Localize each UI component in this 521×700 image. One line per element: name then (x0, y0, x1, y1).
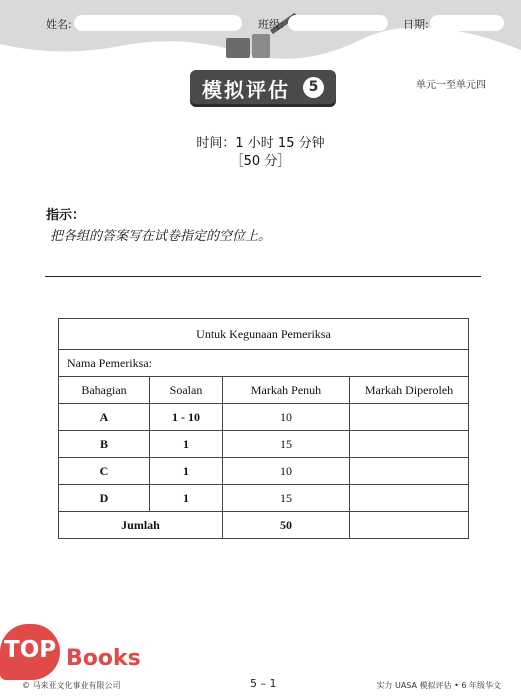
class-field[interactable] (288, 15, 388, 31)
total-row (59, 512, 469, 539)
table-row (59, 458, 469, 485)
cell-diperoleh[interactable] (350, 485, 469, 512)
total-label: Jumlah (59, 512, 223, 539)
name-label: 姓名: (46, 18, 72, 31)
header-bahagian: Bahagian (59, 377, 150, 404)
cell-bahagian: B (59, 431, 150, 458)
date-label: 日期: (403, 18, 429, 31)
assessment-title (190, 70, 336, 104)
table-row (59, 485, 469, 512)
divider-line (45, 276, 481, 277)
title-text: 模拟评估 (202, 78, 290, 102)
examiner-table (58, 318, 469, 539)
footer-series: 实力 UASA 模拟评估 • 6 年级华文 (376, 681, 501, 690)
watermark-top: TOP (4, 637, 57, 663)
cell-penuh: 15 (223, 431, 350, 458)
time-allowed: 时间：1 小时 15 分钟 (196, 136, 325, 151)
cell-soalan: 1 (150, 485, 223, 512)
total-value: 50 (223, 512, 350, 539)
instructions-text: 把各组的答案写在试卷指定的空位上。 (50, 229, 272, 244)
cell-soalan: 1 - 10 (150, 404, 223, 431)
header-soalan: Soalan (150, 377, 223, 404)
table-row (59, 431, 469, 458)
footer-publisher: © 马来亚文化事业有限公司 (22, 681, 121, 690)
instructions-label: 指示： (46, 208, 86, 223)
cell-penuh: 10 (223, 458, 350, 485)
topbooks-watermark (0, 624, 160, 684)
footer-page-number: 5 – 1 (250, 677, 277, 690)
table-row (59, 404, 469, 431)
header-markah-diperoleh: Markah Diperoleh (350, 377, 469, 404)
cell-bahagian: C (59, 458, 150, 485)
header-markah-penuh: Markah Penuh (223, 377, 350, 404)
cell-soalan: 1 (150, 458, 223, 485)
watermark-books: Books (66, 646, 141, 671)
cell-bahagian: D (59, 485, 150, 512)
cell-diperoleh[interactable] (350, 431, 469, 458)
cell-penuh: 15 (223, 485, 350, 512)
total-diperoleh[interactable] (350, 512, 469, 539)
table-caption: Untuk Kegunaan Pemeriksa (59, 319, 469, 350)
examiner-name-label: Nama Pemeriksa: (59, 350, 469, 377)
total-marks: ［50 分］ (230, 154, 291, 169)
cell-soalan: 1 (150, 431, 223, 458)
cell-penuh: 10 (223, 404, 350, 431)
title-number-badge: 5 (303, 77, 324, 98)
cell-diperoleh[interactable] (350, 404, 469, 431)
cell-bahagian: A (59, 404, 150, 431)
table-header-row (59, 377, 469, 404)
name-field[interactable] (74, 15, 242, 31)
class-label: 班级: (258, 18, 284, 31)
unit-range: 单元一至单元四 (416, 80, 486, 91)
date-field[interactable] (430, 15, 504, 31)
cell-diperoleh[interactable] (350, 458, 469, 485)
